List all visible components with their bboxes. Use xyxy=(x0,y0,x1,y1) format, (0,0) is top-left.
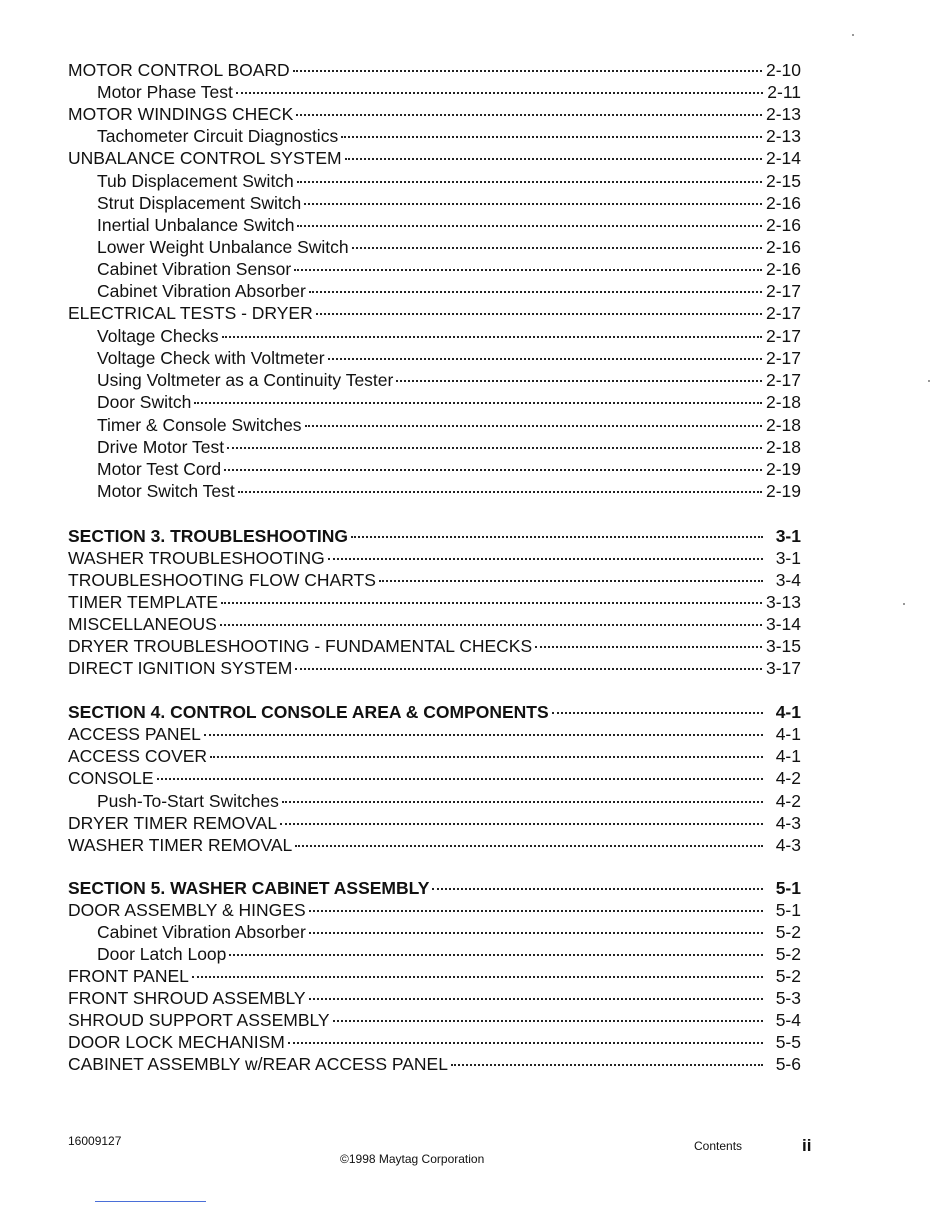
toc-entry-page: 5-1 xyxy=(775,900,801,920)
toc-entry-title: WASHER TROUBLESHOOTING xyxy=(68,548,325,568)
toc-entry-title: Motor Test Cord xyxy=(97,459,222,479)
toc-entry-page: 2-11 xyxy=(767,82,801,102)
toc-entry[interactable] xyxy=(68,656,801,680)
dot-leader xyxy=(210,756,763,758)
toc-entry-page: 3-1 xyxy=(775,548,801,568)
toc-entry-page: 2-16 xyxy=(765,237,801,257)
toc-entry-page: 2-16 xyxy=(765,259,801,279)
dot-leader xyxy=(282,801,763,803)
toc-entry-title: Voltage Check with Voltmeter xyxy=(97,348,325,368)
decorative-line xyxy=(95,1201,206,1202)
toc-entry-title: DRYER TROUBLESHOOTING - FUNDAMENTAL CHECKS xyxy=(68,636,533,656)
toc-entry-title: DOOR ASSEMBLY & HINGES xyxy=(68,900,306,920)
dot-leader xyxy=(451,1064,763,1066)
toc-entry[interactable] xyxy=(68,102,801,126)
toc-entry-title: Lower Weight Unbalance Switch xyxy=(97,237,349,257)
toc-entry-page: 2-15 xyxy=(765,171,801,191)
document-number: 16009127 xyxy=(68,1134,122,1148)
dot-leader xyxy=(352,247,762,249)
dot-leader xyxy=(222,336,762,338)
dot-leader xyxy=(328,358,762,360)
toc-entry-page: 5-3 xyxy=(775,988,801,1008)
toc-entry-page: 2-14 xyxy=(765,148,801,168)
toc-entry-title: UNBALANCE CONTROL SYSTEM xyxy=(68,148,342,168)
dot-leader xyxy=(297,225,762,227)
footer-section-label: Contents xyxy=(694,1139,743,1153)
toc-entry[interactable] xyxy=(97,789,801,813)
toc-entry-page: 5-2 xyxy=(775,922,801,942)
dot-leader xyxy=(379,580,763,582)
toc-entry-title: Voltage Checks xyxy=(97,326,219,346)
toc-entry-page: 2-17 xyxy=(765,326,801,346)
toc-entry-page: 5-2 xyxy=(775,966,801,986)
toc-entry-title: SHROUD SUPPORT ASSEMBLY xyxy=(68,1010,330,1030)
toc-entry-page: 3-14 xyxy=(765,614,801,634)
toc-entry[interactable] xyxy=(97,435,801,459)
toc-entry[interactable] xyxy=(97,124,801,148)
toc-entry[interactable] xyxy=(97,457,801,481)
toc-entry-title: CABINET ASSEMBLY w/REAR ACCESS PANEL xyxy=(68,1054,448,1074)
toc-entry-page: 2-17 xyxy=(765,303,801,323)
dot-leader xyxy=(432,888,763,890)
toc-entry-page: 2-19 xyxy=(765,481,801,501)
dot-leader xyxy=(229,954,763,956)
dot-leader xyxy=(396,380,762,382)
toc-entry-title: ACCESS PANEL xyxy=(68,724,201,744)
toc-entry[interactable] xyxy=(68,568,801,592)
dot-leader xyxy=(221,602,762,604)
toc-entry[interactable] xyxy=(97,191,801,215)
toc-entry[interactable] xyxy=(97,279,801,303)
dot-leader xyxy=(227,447,762,449)
dot-leader xyxy=(309,291,762,293)
dot-leader xyxy=(309,932,763,934)
dot-leader xyxy=(304,203,762,205)
toc-entry-title: TROUBLESHOOTING FLOW CHARTS xyxy=(68,570,376,590)
toc-entry[interactable] xyxy=(97,942,801,966)
dot-leader xyxy=(194,402,762,404)
dot-leader xyxy=(309,998,763,1000)
dot-leader xyxy=(236,92,763,94)
toc-entry-title: Tachometer Circuit Diagnostics xyxy=(97,126,339,146)
toc-entry[interactable] xyxy=(68,1052,801,1076)
dot-leader xyxy=(345,158,762,160)
toc-entry[interactable] xyxy=(97,346,801,370)
toc-entry[interactable] xyxy=(68,1008,801,1032)
toc-entry-page: 2-13 xyxy=(765,126,801,146)
toc-entry-page: 5-2 xyxy=(775,944,801,964)
scan-speck xyxy=(903,603,905,605)
toc-entry-title: DIRECT IGNITION SYSTEM xyxy=(68,658,293,678)
toc-entry[interactable] xyxy=(97,368,801,392)
toc-entry-page: 2-17 xyxy=(765,370,801,390)
toc-entry-page: 4-1 xyxy=(775,746,801,766)
dot-leader xyxy=(333,1020,763,1022)
copyright-notice: ©1998 Maytag Corporation xyxy=(340,1152,485,1166)
dot-leader xyxy=(293,70,762,72)
toc-section-heading[interactable] xyxy=(68,700,801,724)
toc-entry-title: CONSOLE xyxy=(68,768,154,788)
toc-entry-title: Motor Switch Test xyxy=(97,481,235,501)
toc-entry[interactable] xyxy=(68,546,801,570)
scan-speck xyxy=(852,34,854,36)
toc-entry-page: 4-3 xyxy=(775,813,801,833)
toc-entry-title: Door Latch Loop xyxy=(97,944,227,964)
toc-entry[interactable] xyxy=(68,986,801,1010)
dot-leader xyxy=(288,1042,763,1044)
toc-entry-page: 2-18 xyxy=(765,392,801,412)
dot-leader xyxy=(305,425,762,427)
toc-entry-page: 4-1 xyxy=(775,724,801,744)
toc-entry-page: 5-4 xyxy=(775,1010,801,1030)
toc-entry-title: SECTION 4. CONTROL CONSOLE AREA & COMPONENTS xyxy=(68,702,549,722)
toc-entry-page: 2-17 xyxy=(765,281,801,301)
toc-entry-page: 3-1 xyxy=(775,526,801,546)
dot-leader xyxy=(297,181,762,183)
toc-entry[interactable] xyxy=(97,390,801,414)
toc-entry[interactable] xyxy=(97,213,801,237)
toc-entry[interactable] xyxy=(68,612,801,636)
toc-entry-title: Cabinet Vibration Absorber xyxy=(97,281,306,301)
toc-entry[interactable] xyxy=(97,413,801,437)
dot-leader xyxy=(294,269,762,271)
toc-entry-page: 3-17 xyxy=(765,658,801,678)
toc-entry-page: 2-13 xyxy=(765,104,801,124)
toc-entry-page: 2-19 xyxy=(765,459,801,479)
dot-leader xyxy=(295,845,763,847)
toc-entry-title: SECTION 5. WASHER CABINET ASSEMBLY xyxy=(68,878,430,898)
dot-leader xyxy=(157,778,763,780)
dot-leader xyxy=(224,469,762,471)
toc-entry[interactable] xyxy=(97,324,801,348)
dot-leader xyxy=(351,536,763,538)
toc-entry-page: 5-1 xyxy=(775,878,801,898)
toc-entry[interactable] xyxy=(68,833,801,857)
toc-entry-title: Timer & Console Switches xyxy=(97,415,302,435)
toc-entry[interactable] xyxy=(97,80,801,104)
toc-entry-title: FRONT PANEL xyxy=(68,966,189,986)
toc-entry[interactable] xyxy=(68,590,801,614)
toc-entry-page: 4-2 xyxy=(775,791,801,811)
dot-leader xyxy=(220,624,762,626)
dot-leader xyxy=(309,910,763,912)
toc-entry-title: SECTION 3. TROUBLESHOOTING xyxy=(68,526,349,546)
toc-entry-title: Inertial Unbalance Switch xyxy=(97,215,295,235)
toc-entry-title: Motor Phase Test xyxy=(97,82,233,102)
dot-leader xyxy=(295,668,762,670)
toc-entry-page: 4-3 xyxy=(775,835,801,855)
toc-entry[interactable] xyxy=(68,964,801,988)
toc-entry-page: 3-15 xyxy=(765,636,801,656)
dot-leader xyxy=(296,114,762,116)
toc-entry-page: 2-10 xyxy=(765,60,801,80)
toc-entry-page: 2-16 xyxy=(765,215,801,235)
dot-leader xyxy=(192,976,763,978)
toc-entry[interactable] xyxy=(97,257,801,281)
toc-entry-title: Tub Displacement Switch xyxy=(97,171,294,191)
toc-entry[interactable] xyxy=(68,1030,801,1054)
toc-entry-page: 3-13 xyxy=(765,592,801,612)
toc-entry-title: MOTOR CONTROL BOARD xyxy=(68,60,290,80)
toc-entry-page: 5-5 xyxy=(775,1032,801,1052)
toc-entry-title: TIMER TEMPLATE xyxy=(68,592,219,612)
toc-entry-title: MISCELLANEOUS xyxy=(68,614,217,634)
toc-entry-page: 2-17 xyxy=(765,348,801,368)
toc-entry-title: Push-To-Start Switches xyxy=(97,791,279,811)
dot-leader xyxy=(204,734,763,736)
toc-entry[interactable] xyxy=(68,58,801,82)
toc-entry-page: 2-16 xyxy=(765,193,801,213)
toc-entry[interactable] xyxy=(68,744,801,768)
toc-entry[interactable] xyxy=(68,898,801,922)
toc-entry-title: DRYER TIMER REMOVAL xyxy=(68,813,278,833)
dot-leader xyxy=(341,136,762,138)
toc-entry-title: FRONT SHROUD ASSEMBLY xyxy=(68,988,306,1008)
toc-entry-title: Cabinet Vibration Sensor xyxy=(97,259,292,279)
dot-leader xyxy=(238,491,762,493)
toc-entry[interactable] xyxy=(68,634,801,658)
toc-entry-title: MOTOR WINDINGS CHECK xyxy=(68,104,294,124)
toc-section-heading[interactable] xyxy=(68,524,801,548)
toc-entry-page: 2-18 xyxy=(765,415,801,435)
toc-entry[interactable] xyxy=(97,479,801,503)
toc-entry-title: Door Switch xyxy=(97,392,192,412)
toc-entry-page: 3-4 xyxy=(775,570,801,590)
dot-leader xyxy=(535,646,762,648)
toc-entry[interactable] xyxy=(68,766,801,790)
toc-entry-title: ACCESS COVER xyxy=(68,746,208,766)
toc-section-heading[interactable] xyxy=(68,876,801,900)
toc-entry[interactable] xyxy=(68,811,801,835)
toc-entry-page: 4-1 xyxy=(775,702,801,722)
scan-speck xyxy=(928,380,930,382)
toc-entry-title: Drive Motor Test xyxy=(97,437,225,457)
toc-entry-page: 2-18 xyxy=(765,437,801,457)
toc-entry-title: WASHER TIMER REMOVAL xyxy=(68,835,293,855)
toc-entry[interactable] xyxy=(68,722,801,746)
dot-leader xyxy=(316,313,762,315)
toc-entry-page: 5-6 xyxy=(775,1054,801,1074)
toc-entry[interactable] xyxy=(97,169,801,193)
toc-entry[interactable] xyxy=(68,146,801,170)
toc-entry-title: Strut Displacement Switch xyxy=(97,193,302,213)
dot-leader xyxy=(328,558,763,560)
toc-entry-page: 4-2 xyxy=(775,768,801,788)
toc-entry-title: ELECTRICAL TESTS - DRYER xyxy=(68,303,313,323)
dot-leader xyxy=(280,823,763,825)
toc-entry[interactable] xyxy=(68,301,801,325)
page-number: ii xyxy=(802,1136,812,1155)
toc-entry-title: Cabinet Vibration Absorber xyxy=(97,922,306,942)
toc-entry[interactable] xyxy=(97,235,801,259)
toc-entry[interactable] xyxy=(97,920,801,944)
toc-entry-title: Using Voltmeter as a Continuity Tester xyxy=(97,370,394,390)
toc-entry-title: DOOR LOCK MECHANISM xyxy=(68,1032,285,1052)
dot-leader xyxy=(552,712,763,714)
